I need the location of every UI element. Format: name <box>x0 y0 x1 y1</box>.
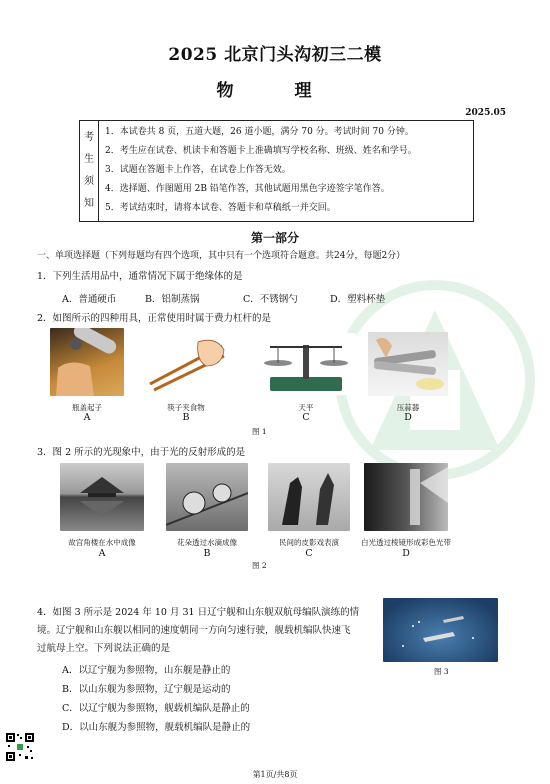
notice-label-char: 须 <box>84 176 94 187</box>
section-title: 第一部分 <box>250 231 299 245</box>
notice-label-char: 考 <box>84 132 94 143</box>
prism-spectrum-image <box>364 463 448 531</box>
palace-reflection-image <box>60 463 144 531</box>
q4-stem-line-1: 4．如图 3 所示是 2024 年 10 月 31 日辽宁舰和山东舰双航母编队演练的情 <box>37 607 360 618</box>
q2-letter-b: B <box>182 412 190 423</box>
q3-caption-c: 民间的皮影戏表演 <box>279 538 339 547</box>
q1-option-b: B．铝制蒸锅 <box>145 294 200 305</box>
water-droplet-image <box>166 463 248 531</box>
q2-caption-a: 瓶盖起子 <box>72 403 102 412</box>
balance-scale-image <box>256 333 356 395</box>
q4-option-c: C．以辽宁舰为参照物，舰载机编队是静止的 <box>62 703 250 714</box>
bottle-opener-image <box>50 328 124 396</box>
q3-caption-b: 花朵透过水滴成像 <box>177 538 237 547</box>
q3-stem: 3．图 2 所示的光现象中，由于光的反射形成的是 <box>37 447 246 458</box>
q2-letter-d: D <box>404 412 412 423</box>
figure-1-label: 图 1 <box>252 427 267 436</box>
notice-label <box>80 121 99 221</box>
q4-option-d: D．以山东舰为参照物，舰载机编队是静止的 <box>62 722 251 733</box>
q4-stem-line-2: 境。辽宁舰和山东舰以相同的速度朝同一方向匀速行驶，舰载机编队快速飞 <box>37 625 351 636</box>
notice-item: 1．本试卷共 8 页，五道大题，26 道小题，满分 70 分。考试时间 70 分钟。 <box>105 127 414 137</box>
q1-option-a: A．普通硬币 <box>62 294 117 305</box>
q3-caption-a: 故宫角楼在水中成像 <box>68 538 136 547</box>
carrier-fleet-image <box>383 598 498 662</box>
q2-letter-a: A <box>83 412 91 423</box>
q3-letter-c: C <box>305 548 313 559</box>
q2-stem: 2．如图所示的四种用具，正常使用时属于费力杠杆的是 <box>37 313 272 324</box>
q2-caption-b: 筷子夹食物 <box>167 403 205 412</box>
q2-letter-c: C <box>302 412 310 423</box>
notice-items <box>99 121 473 221</box>
subject-title: 物 理 <box>216 81 334 101</box>
notice-label-char: 生 <box>84 154 94 165</box>
notice-item: 2．考生应在试卷、机读卡和答题卡上准确填写学校名称、班级、姓名和学号。 <box>105 146 417 156</box>
q3-caption-d: 白光透过棱镜形成彩色光带 <box>361 538 451 547</box>
chopsticks-image <box>138 332 234 394</box>
q3-letter-a: A <box>98 548 106 559</box>
q4-stem-line-3: 过航母上空。下列说法正确的是 <box>37 643 171 654</box>
q4-option-b: B．以山东舰为参照物，辽宁舰是运动的 <box>62 684 231 695</box>
q2-caption-c: 天平 <box>298 403 314 412</box>
page-footer: 第1页/共8页 <box>252 770 298 779</box>
notice-item: 5．考试结束时，请将本试卷、答题卡和草稿纸一并交回。 <box>105 203 336 213</box>
figure-3-label: 图 3 <box>434 667 449 676</box>
q1-option-d: D．塑料杯垫 <box>330 294 386 305</box>
notice-item: 4．选择题、作图题用 2B 铅笔作答，其他试题用黑色字迹签字笔作答。 <box>105 184 390 194</box>
qr-code <box>5 732 35 762</box>
page-title: 2025 北京门头沟初三二模 <box>168 45 382 65</box>
q3-letter-b: B <box>203 548 211 559</box>
shadow-puppet-image <box>268 463 350 531</box>
q2-caption-d: 压蒜器 <box>396 403 420 412</box>
figure-2-label: 图 2 <box>252 561 267 570</box>
notice-item: 3．试题在答题卡上作答，在试卷上作答无效。 <box>105 165 291 175</box>
exam-date: 2025.05 <box>465 108 506 118</box>
q4-option-a: A．以辽宁舰为参照物，山东舰是静止的 <box>62 665 231 676</box>
part-intro: 一、单项选择题（下列每题均有四个选项，其中只有一个选项符合题意。共24分，每题2分） <box>37 251 406 261</box>
garlic-press-image <box>368 332 448 396</box>
q1-stem: 1．下列生活用品中，通常情况下属于绝缘体的是 <box>37 271 243 282</box>
candidate-notice-box <box>79 120 474 222</box>
q1-option-c: C．不锈钢勺 <box>243 294 298 305</box>
notice-label-char: 知 <box>84 198 94 209</box>
q3-letter-d: D <box>402 548 410 559</box>
